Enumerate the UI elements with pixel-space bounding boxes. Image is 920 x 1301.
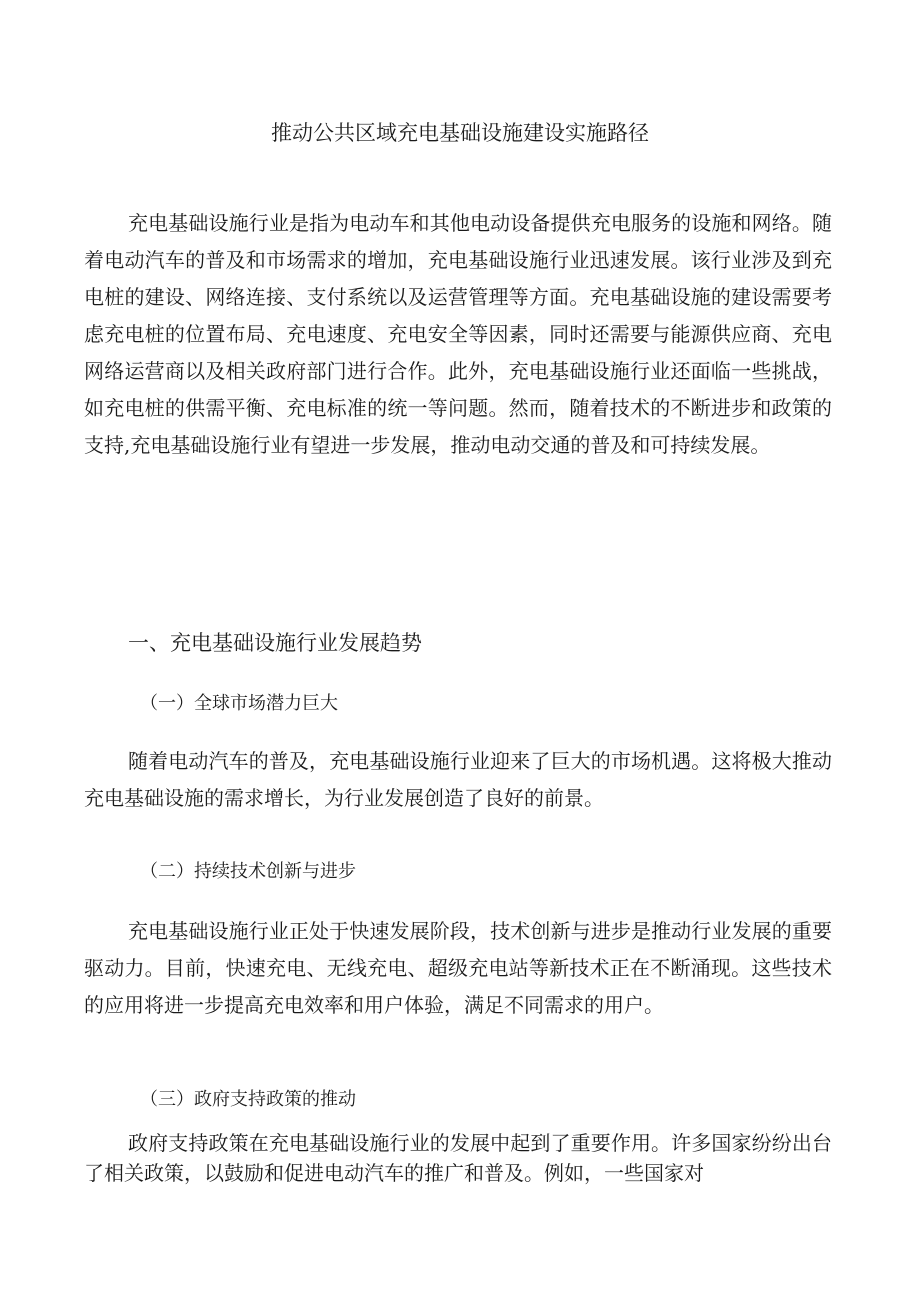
subsection-heading-3: （三）政府支持政策的推动 — [140, 1089, 356, 1110]
subsection-heading-2: （二）持续技术创新与进步 — [140, 861, 356, 882]
subsection-paragraph-1: 随着电动汽车的普及，充电基础设施行业迎来了巨大的市场机遇。这将极大推动充电基础设施的需求增长，为行业发展创造了良好的前景。 — [84, 749, 832, 810]
intro-paragraph: 充电基础设施行业是指为电动车和其他电动设备提供充电服务的设施和网络。随着电动汽车的普及和市场需求的增加，充电基础设施行业迅速发展。该行业涉及到充电桩的建设、网络连接、支付系统以及运营管理等方面。充电基础设施的建设需要考虑充电桩的位置布局、充电速度、充电安全等因素，同时还需要与能源供应商、充电网络运营商以及相关政府部门进行合作。此外，充电基础设施行业还面临一些挑战，如充电桩的供需平衡、充电标准的统一等问题。然而，随着技术的不断进步和政策的支持,充电基础设施行业有望进一步发展，推动电动交通的普及和可持续发展。 — [84, 211, 832, 457]
subsection-heading-1: （一）全球市场潜力巨大 — [140, 693, 338, 714]
subsection-paragraph-3: 政府支持政策在充电基础设施行业的发展中起到了重要作用。许多国家纷纷出台了相关政策，以鼓励和促进电动汽车的推广和普及。例如，一些国家对 — [84, 1131, 832, 1185]
subsection-paragraph-2: 充电基础设施行业正处于快速发展阶段，技术创新与进步是推动行业发展的重要驱动力。目前，快速充电、无线充电、超级充电站等新技术正在不断涌现。这些技术的应用将进一步提高充电效率和用户体验，满足不同需求的用户。 — [84, 919, 832, 1017]
document-title: 推动公共区域充电基础设施建设实施路径 — [271, 121, 649, 145]
section-heading: 一、充电基础设施行业发展趋势 — [128, 631, 422, 655]
